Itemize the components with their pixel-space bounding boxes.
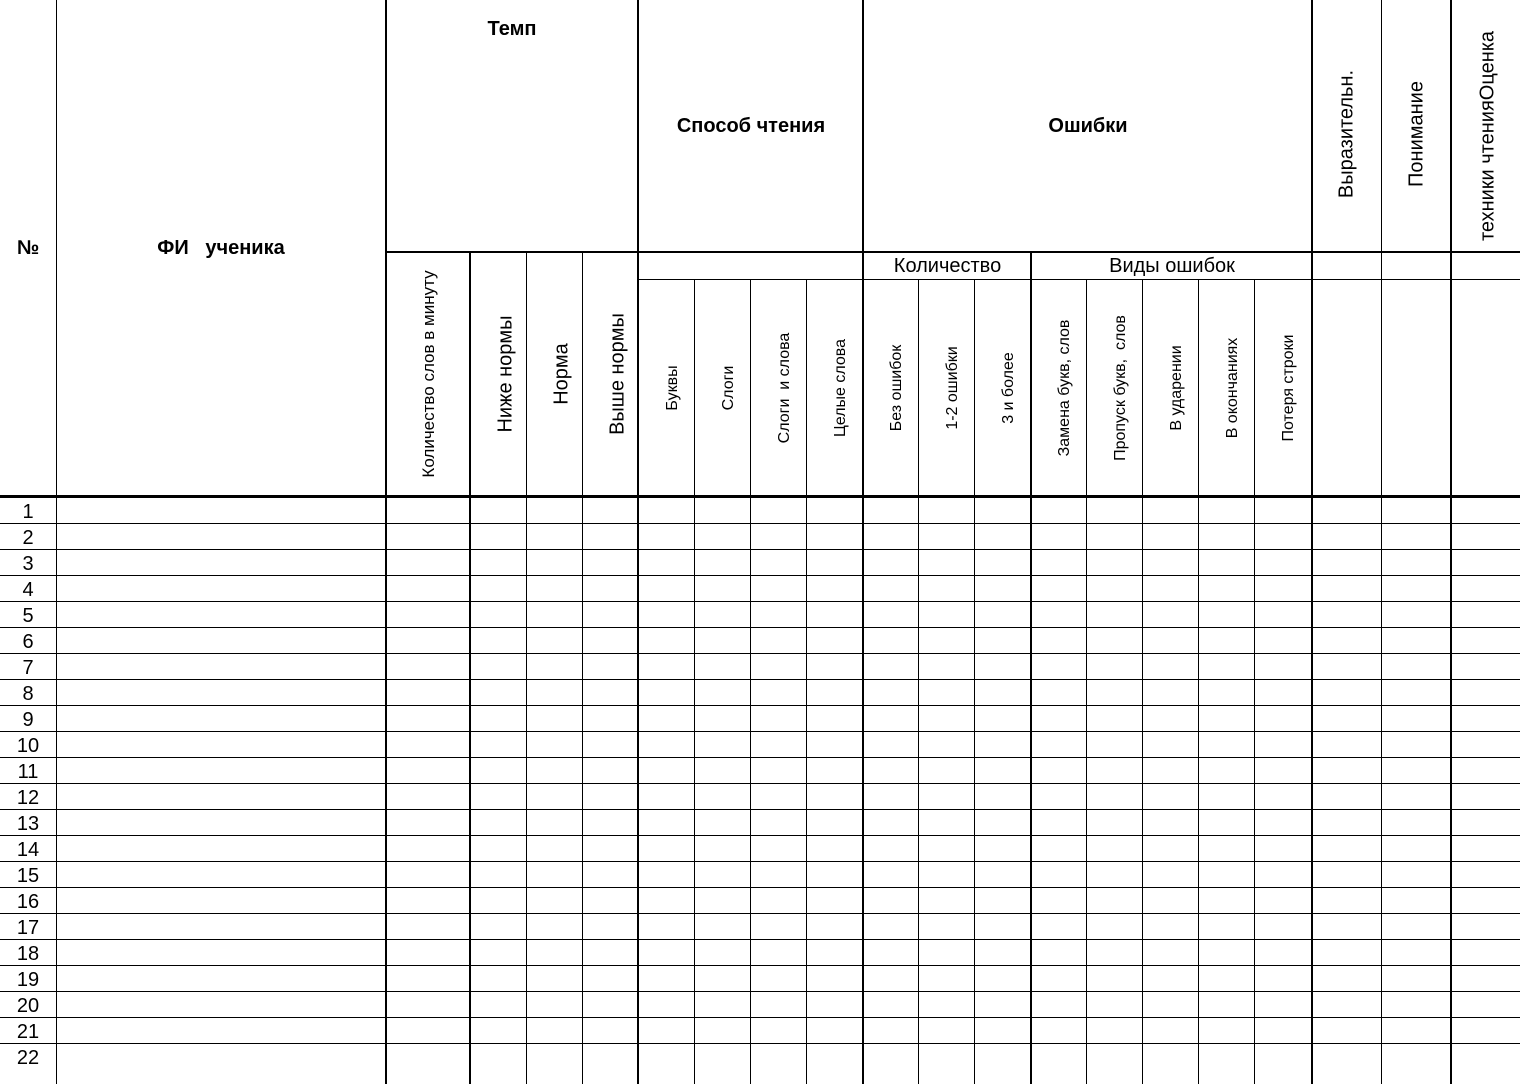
grid-line [638,279,1520,280]
grid-line [694,280,695,1084]
row-number: 22 [16,1047,40,1069]
grid-line [0,575,1520,576]
row-number: 2 [22,527,34,549]
grid-line [1086,280,1087,1084]
row-number: 20 [16,995,40,1017]
row-number: 3 [22,553,34,575]
grid-line [0,939,1520,940]
header-tempo: Темп [487,17,537,40]
row-number: 10 [16,735,40,757]
header-number: № [16,236,40,259]
row-number: 4 [22,579,34,601]
col-three-plus-errors: 3 и более [1000,352,1017,424]
grid-line [0,601,1520,602]
grid-line [0,1017,1520,1018]
grid-line [0,809,1520,810]
grid-line [0,731,1520,732]
row-number: 14 [16,839,40,861]
header-expressiveness: Выразительн. [1335,69,1358,199]
grid-line [637,0,639,1084]
header-grade: техники чтенияОценка [1476,30,1499,242]
grid-line [806,280,807,1084]
col-substitution: Замена букв, слов [1056,319,1073,457]
grid-line [469,252,471,1084]
row-number: 21 [16,1021,40,1043]
header-reading-method: Способ чтения [676,114,826,137]
row-number: 7 [22,657,34,679]
row-number: 11 [17,761,39,783]
col-words-per-minute: Количество слов в минуту [419,270,438,478]
grid-line [582,252,583,1084]
col-letters: Буквы [664,365,681,411]
header-student-name: ФИ ученика [157,236,285,259]
grid-line [862,0,864,1084]
grid-line [0,887,1520,888]
row-number: 1 [22,501,34,523]
grid-line [0,627,1520,628]
grid-line [1142,280,1143,1084]
grid-line [0,549,1520,550]
grid-line [1198,280,1199,1084]
grid-line [56,0,57,1084]
grid-line [0,991,1520,992]
col-omission: Пропуск букв, слов [1112,315,1129,461]
row-number: 6 [22,631,34,653]
header-errors-types: Виды ошибок [1109,255,1235,277]
grid-line [1254,280,1255,1084]
grid-line [386,251,1520,253]
grid-line [0,523,1520,524]
grid-line [0,679,1520,680]
grid-line [1450,0,1452,1084]
grid-line [0,913,1520,914]
row-number: 5 [22,605,34,627]
grid-line [974,280,975,1084]
row-number: 16 [16,891,40,913]
col-syllables: Слоги [720,365,737,411]
grid-line [0,965,1520,966]
row-number: 9 [22,709,34,731]
grid-line [526,252,527,1084]
col-norm: Норма [550,343,573,405]
grid-line [1381,0,1382,1084]
col-no-errors: Без ошибок [888,344,905,432]
col-above-norm: Выше нормы [606,313,629,435]
grid-line [385,0,387,1084]
grid-line [0,705,1520,706]
col-endings: В окончаниях [1224,337,1241,439]
grid-line [0,861,1520,862]
grid-line [918,280,919,1084]
col-stress: В ударении [1168,345,1185,431]
row-number: 18 [16,943,40,965]
grid-line [1311,0,1313,1084]
col-whole-words: Целые слова [832,338,849,438]
header-errors: Ошибки [1048,114,1128,137]
col-below-norm: Ниже нормы [494,315,517,433]
row-number: 19 [16,969,40,991]
col-line-loss: Потеря строки [1280,334,1297,442]
grid-line [0,783,1520,784]
row-number: 15 [16,865,40,887]
grid-line [0,835,1520,836]
grid-line [0,495,1520,498]
row-number: 12 [16,787,40,809]
grid-line [1030,252,1032,1084]
grid-line [0,1043,1520,1044]
grid-line [750,280,751,1084]
col-one-two-errors: 1-2 ошибки [944,346,961,430]
grid-line [0,757,1520,758]
col-syllables-and-words: Слоги и слова [776,332,793,444]
header-errors-count: Количество [893,255,1002,277]
row-number: 17 [16,917,40,939]
grid-line [0,653,1520,654]
row-number: 13 [16,813,40,835]
row-number: 8 [22,683,34,705]
header-understanding: Понимание [1405,81,1428,187]
